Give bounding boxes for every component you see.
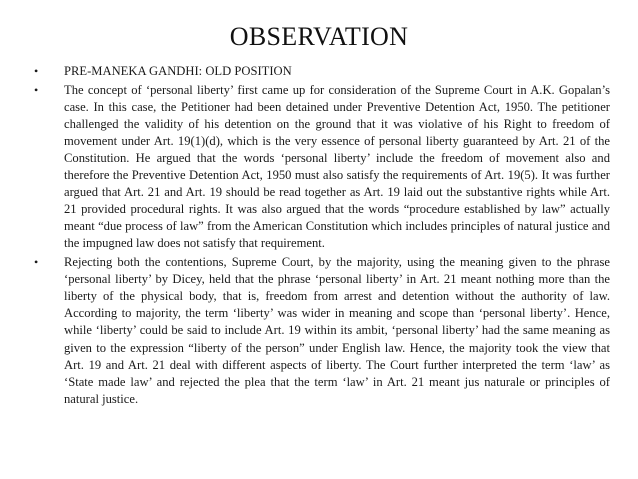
bullet-list <box>34 63 610 409</box>
slide-title: OBSERVATION <box>229 22 409 51</box>
bullet-icon: • <box>34 82 39 97</box>
bullet-item-gopalan-case <box>34 82 610 253</box>
bullet-item-majority-view <box>34 254 610 408</box>
bullet-text: The concept of ‘personal liberty’ first came up for consideration of the Supreme Court in A.K. Gopalan’s case. In this case, the Petitioner had been detained under Preventive Detention Act, 1950. The petitioner challenged the validity of his detention on the ground that it was violative of his Right to freedom of movement under Art. 19(1)(d), which is the very essence of personal liberty guaranteed by Art. 21 of the Constitution. He argued that the words ‘personal liberty’ include the freedom of movement also and therefore the Preventive Detention Act, 1950 must also satisfy the requirements of Art. 19(5). It was further argued that Art. 21 and Art. 19 should be read together as Art. 19 laid out the substantive rights while Art. 21 provided procedural rights. It was also argued that the words “procedure established by law” actually meant “due process of law” from the American Constitution which includes principles of natural justice and the impugned law does not satisfy that requirement. <box>64 82 610 251</box>
bullet-item-old-position <box>34 63 610 80</box>
bullet-icon: • <box>34 255 39 270</box>
bullet-text: Rejecting both the contentions, Supreme Court, by the majority, using the meaning given to the phrase ‘personal liberty’ by Dicey, held that the phrase ‘personal liberty’ in Art. 21 meant nothing more than the liberty of the physical body, that is, freedom from arrest and detention without the authority of law. According to majority, the term ‘liberty’ was wider in meaning and scope than ‘personal liberty’. Hence, while ‘liberty’ could be said to include Art. 19 within its ambit, ‘personal liberty’ had the same meaning as given to the expression “liberty of the person” under English law. Hence, the majority took the view that Art. 19 and Art. 21 deal with different aspects of liberty. The Court further interpreted the term ‘law’ as ‘State made law’ and rejected the plea that the term ‘law’ in Art. 21 meant jus naturale or principles of natural justice. <box>64 255 610 406</box>
bullet-text: PRE-MANEKA GANDHI: OLD POSITION <box>64 64 292 78</box>
bullet-icon: • <box>34 64 39 78</box>
